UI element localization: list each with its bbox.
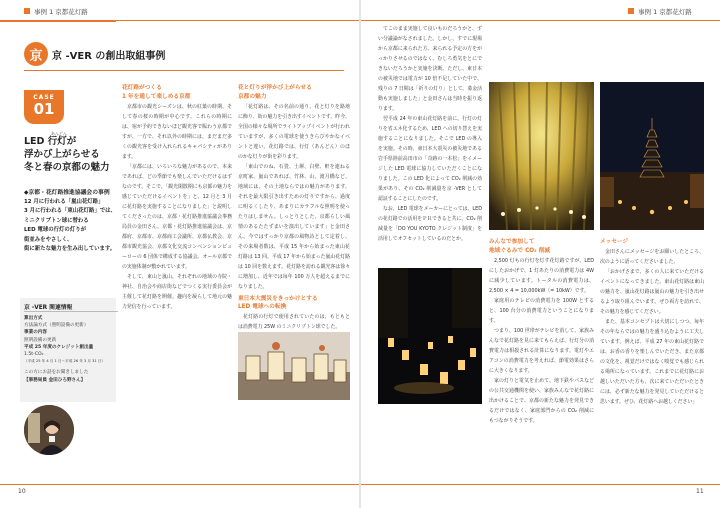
info-line: （平成 25 年 4 月 1 日〜平成 26 年 3 月 31 日） — [24, 359, 106, 364]
column-4 — [600, 238, 704, 407]
section-title: 京 -VER の創出取組事例 — [52, 51, 166, 62]
col2-body — [238, 102, 350, 292]
section-badge-circle — [24, 42, 48, 66]
col4-paragraph: 金田さんにメッセージをお願いしたところ、次のように語ってくださいました。 — [600, 248, 704, 265]
col3-subheading-2: 地域ぐるみで CO₂ 削減 — [489, 247, 550, 254]
case-intro-line: LED 電球の行灯の灯りが — [24, 227, 86, 234]
info-line: 方法論方式（照明設備の更新） — [24, 323, 89, 329]
title-underline — [24, 70, 344, 71]
col1-subheading-1: 花灯路がつくる — [122, 85, 162, 91]
col2-subheading-3: 東日本大震災をきっかけとする — [238, 295, 318, 302]
column-1 — [122, 84, 232, 312]
portrait-illustration — [24, 405, 74, 455]
case-intro-line: 街並みをやさしく、 — [24, 236, 73, 243]
case-intro-line: 12 月に行われる「嵐山花灯路」 — [24, 199, 104, 205]
col3-paragraph: 家庭用のテレビの消費電力を 100W とすると、100 台分の消費電力ということになります。 — [489, 297, 594, 324]
page-number-right: 11 — [696, 488, 704, 495]
info-rule — [24, 311, 118, 312]
case-label: CASE — [33, 94, 55, 101]
case-org: ◆京都・花灯路推進協議会の事例 — [24, 190, 110, 196]
case-title — [24, 135, 116, 174]
info-line: この方にお話をお聞きしました — [24, 370, 89, 376]
col3-body — [378, 24, 482, 244]
info-line: 事業の内容 — [24, 330, 47, 336]
col3-paragraph: 翌平成 24 年の東山花灯路を前に、行灯の灯りを省エネ化するため、LED への切り替えを実施することになりました。そこで LED の導入を実施。その時、東日本大震災の被災地である岩手県陸前高田市の「奇跡の一本松」をイメージした LED 電球に協力していただくことになりました。この LED 化によって CO₂ 削減の効果があり、その CO₂ 削減量を京 -VER として認証することにしたのです。 — [378, 116, 482, 202]
footer-rule-left — [0, 484, 359, 485]
col3-subheading-1: みんなで参加して — [489, 239, 535, 245]
header-left — [24, 4, 88, 18]
col4-subheading: メッセージ — [600, 239, 629, 245]
bamboo-illustration — [489, 82, 594, 230]
col1-paragraph: そして、東山と嵐山、それぞれの地域の寺院・神社、自治会や商店街などでつくる実行委員会が主催して花灯路を開催。趣向を凝らして地元の魅力発信を行っています。 — [122, 273, 232, 310]
case-intro-line: 街に新たな魅力を生み出しています。 — [24, 246, 116, 253]
header-rule-left — [116, 20, 359, 21]
header-square-icon — [628, 8, 634, 14]
header-right — [628, 4, 692, 18]
info-heading: 京 -VER 関連情報 — [24, 305, 73, 311]
header-right-text: 事例 1 京都花灯路 — [638, 7, 692, 16]
col2-subheading-4: LED 電球への転換 — [238, 304, 287, 311]
col2-paragraph: 「東山でのね、石畳、土塀、白壁、軒を連ねる京町家、嵐山であれば、竹林、山、渡月橋など、地域には、その土地ならではの魅力があります。それを最大限引き出すための灯りですから、過度に明るくしたり、あまりにカラフルな照明を使ったりはしません。しっとりとした、京都らしい風情のあるたたずまいを演出しています」と金田さん。今ではすっかり京都の風物詩として定着し、その来場者数は、平成 15 年から始まった東山花灯路は 13 回、平成 17 年から始まった嵐山花灯路は 10 回を数えます。花灯路を訪れる観光客は徐々に増加し、近年では毎年 100 万人を超えるまでになりました。 — [238, 163, 350, 290]
lanterns-illustration — [238, 332, 350, 400]
info-line: 【事務局員 金田ひろ野さん】 — [24, 377, 86, 383]
col1-body — [122, 102, 232, 312]
case-title-line-1: LED 行灯が — [24, 136, 77, 147]
section-badge-text: 京 — [29, 48, 43, 64]
info-text — [24, 315, 118, 384]
col3-paragraph: 2,500 灯もの行灯を灯す花灯路ですが、LED にしたおかげで、1 灯あたりの消費電力は 4W に減少しています。トータルの消費電力は、2,500 × 4 = 10,000kW（= 10kW）です。 — [489, 257, 594, 294]
pagoda-night-photo — [600, 82, 704, 230]
col1-subheading-2: 1 年を通して楽しめる京都 — [122, 93, 191, 100]
case-badge — [24, 90, 64, 124]
column-2 — [238, 84, 350, 362]
header-square-icon — [24, 8, 30, 14]
case-intro-line: 3 月に行われる「東山花灯路」では、 — [24, 208, 116, 215]
header-left-text: 事例 1 京都花灯路 — [34, 7, 88, 16]
case-title-ruby: あんどん — [51, 131, 67, 136]
portrait-photo — [24, 405, 74, 455]
case-intro — [24, 198, 120, 254]
col3-paragraph: つまり、100 世帯がテレビを消して、家族みんなで花灯路を見に来てもらえば、行灯分の消費電力は相殺される計算になります。電灯やエアコンの消費電力を考えれば、節電効果はさらに大きくなります。 — [489, 327, 594, 374]
page-spine — [359, 0, 361, 508]
bamboo-forest-photo — [489, 82, 594, 230]
case-title-line-3: 冬と春の京都の魅力 — [24, 162, 110, 173]
col2-paragraph: 花灯路の行灯で使用されていたのは、もともとは消費電力 25W のミニクリプトン球でした。 — [238, 314, 350, 331]
header-rule-left-accent — [0, 20, 116, 22]
col1-paragraph: 京都市の観光シーズンは、秋の紅葉の時期、そして春の桜の時期が中心です。これらの時期には、宿が予約できないほど観光客で賑わう京都ですが、一方で、それ以外の時期には、まだまだ多くの観光客を受け入れられるキャパシティがあります。 — [122, 103, 232, 160]
col4-paragraph: 「おかげさまで、多くの人に来ていただけるイベントになってきました。東山花灯路は東山の魅力を、嵐山花灯路は嵐山の魅力を引き出せるよう取り組んでいます。ぜひ両方を訪れて、その魅力を感じてください。 — [600, 268, 704, 315]
col4-paragraph: また、基本コンセプトは大切にしつつ、毎年その年ならではの魅力を盛り込むように工夫しています。例えば、平成 27 年の東山花灯路では、お香の香りを楽しんでいただき、また京都の文化を、視覚だけではなく嗅覚でも感じられる場所になっています。これまでに花灯路にお越しいただいた方も、次に来ていただいたときには、必ず新たな魅力を発見していただけると思います。ぜひ、花灯路へお越しください」 — [600, 318, 704, 405]
col3-body-2 — [489, 256, 594, 426]
col3-paragraph: なお、LED 電球をメーカーにとっては、LED の花灯路での活用をＰＲできると共に、CO₂ 削減量を「DO YOU KYOTO クレジット制度」を活用してオフセットしているのだとか。 — [378, 206, 482, 242]
col2-subheading-2: 京都の魅力 — [238, 93, 267, 100]
info-line: 照明設備の更新 — [24, 337, 57, 343]
info-line: 算出方式 — [24, 316, 43, 321]
case-intro-line: ミニクリプトン球に替わる — [24, 217, 89, 224]
footer-rule-right — [361, 484, 720, 485]
col4-body — [600, 247, 704, 407]
col2-paragraph: 「花灯路は、その名前の通り、花と灯りを路地に飾り、街の魅力を引き出すイベントです。昨今、全国の様々な場所でライトアップイベントが行われていますが、多くの電球を使うきらびやかなイベントと違い、花灯路では、行灯（あんどん）のほのかな灯りが街を彩ります。 — [238, 103, 350, 160]
header-rule-right — [361, 20, 720, 21]
col2-subheading-1: 花と灯りが浮かび上がらせる — [238, 85, 312, 91]
night-lanterns-illustration — [378, 268, 482, 404]
info-line: 1.5t-CO₂ — [24, 352, 44, 358]
pagoda-illustration — [600, 82, 704, 230]
info-line: 平成 25 年度のクレジット創出量 — [24, 344, 94, 350]
night-lanterns-photo — [378, 268, 482, 404]
column-3 — [378, 24, 482, 264]
col3-paragraph: 家の灯りと電気を止めて、地下鉄やバスなどの公共交通機関を使い、家族みんなで花灯路に出かけることで、京都の新たな魅力を発見できるだけではなく、家庭部門からの CO₂ 削減にもつながりそうです。 — [489, 377, 594, 424]
col1-paragraph: 「京都には、いろいろな魅力があるので、本来であれば、どの季節でも楽しんでいただけるはずなのです。そこで、「観光閑散期にも京都の魅力を感じていただけるイベントを」と、12 月と 3 月に花灯路を実施することになりました」と説明してくださったのは、京都・花灯路推進協議会事務局員の金田さん。京都・花灯路推進協議会は、京都府、京都市、京都商工会議所、京都仏教会、京都市観光協会、京都文化交流コンベンションビューローの 6 団体で構成する協議会。オール京都での実施体制が敷かれています。 — [122, 163, 232, 270]
lanterns-photo — [238, 332, 350, 400]
case-number: 01 — [33, 100, 55, 118]
column-3-lower — [489, 238, 594, 426]
case-title-line-2: 浮かび上がらせる — [24, 149, 100, 160]
col3-paragraph: てこのまま実施して良いものだろうかと、ずい分議論がなされました。しかし、すでに現場から京都に来られた方、来られる予定の方をがっかりさせるのではなく、むしろ勇気をとにできないだろうかと実施を決断。ただし、東日本の被災地では電力が 10 倍不足していた中で、残りの 7 日間は「祈りの灯り」として、募金活動も実施しました」と金田さんは当時を振り返ります。 — [378, 26, 482, 112]
page-number-left: 10 — [18, 488, 26, 495]
